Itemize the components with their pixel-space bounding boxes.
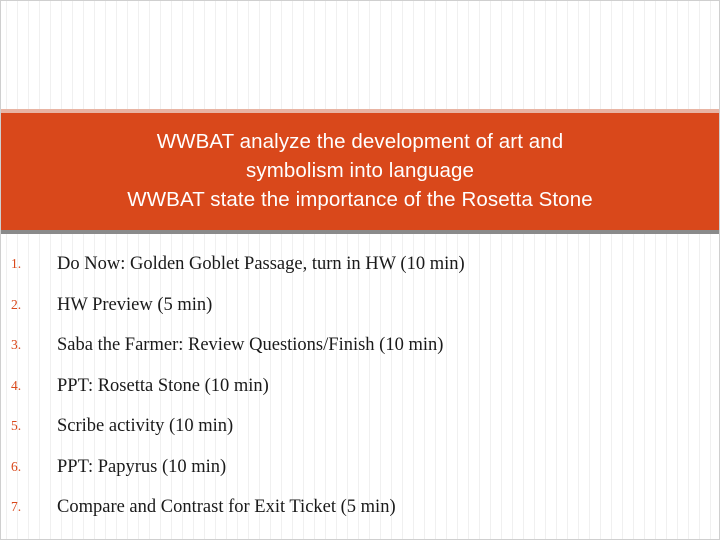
list-item: PPT: Papyrus (10 min) xyxy=(57,456,227,477)
title-line-3: WWBAT state the importance of the Rosetta Stone xyxy=(127,188,593,211)
list-item: PPT: Rosetta Stone (10 min) xyxy=(57,375,269,396)
list-item: HW Preview (5 min) xyxy=(57,294,213,315)
slide-top-spacer xyxy=(1,1,719,109)
list-item: Do Now: Golden Goblet Passage, turn in HW (10 min) xyxy=(57,254,465,274)
slide-body xyxy=(1,234,719,519)
title-line-1: WWBAT analyze the development of art and xyxy=(156,130,564,153)
title-line-2: symbolism into language xyxy=(246,159,474,182)
list-item: Compare and Contrast for Exit Ticket (5 min) xyxy=(57,497,396,518)
list-item: Scribe activity (10 min) xyxy=(57,416,234,437)
slide-title-banner xyxy=(1,113,719,230)
list-item: Saba the Farmer: Review Questions/Finish (10 min) xyxy=(57,335,444,356)
agenda-list xyxy=(1,252,719,519)
